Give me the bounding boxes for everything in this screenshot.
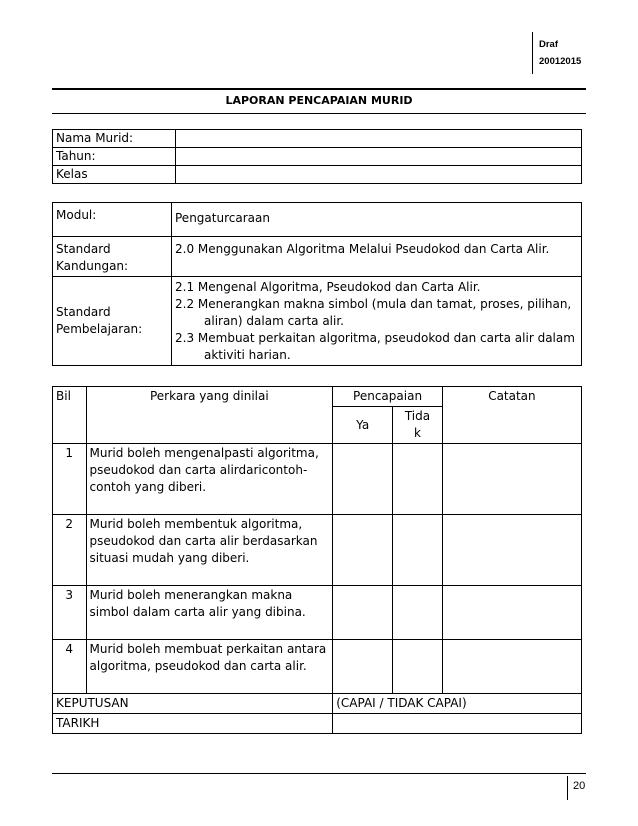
row-tidak-cell[interactable] xyxy=(393,586,443,640)
standard-pembelajaran-label xyxy=(53,277,172,366)
module-table xyxy=(52,202,582,366)
row-text: Murid boleh menerangkan makna simbol dalam carta alir yang dibina. xyxy=(86,586,333,640)
title-rule-top xyxy=(52,88,586,90)
row-catatan-cell[interactable] xyxy=(442,640,581,694)
nama-field[interactable] xyxy=(176,130,582,148)
tarikh-label: TARIKH xyxy=(53,714,333,734)
kelas-field[interactable] xyxy=(176,166,582,184)
row-bil: 2 xyxy=(53,515,87,586)
sp-item-2: 2.2 Menerangkan makna simbol (mula dan tamat, proses, pilihan, aliran) dalam carta alir. xyxy=(175,297,572,328)
table-row xyxy=(53,444,582,515)
row-ya-cell[interactable] xyxy=(333,515,393,586)
draft-box xyxy=(532,32,588,74)
standard-kandungan-value xyxy=(172,237,582,277)
row-text: Murid boleh mengenalpasti algoritma, pseudokod dan carta alirdaricontoh-contoh yang diberi. xyxy=(86,444,333,515)
title-rule-bottom xyxy=(52,113,586,114)
kelas-label: Kelas xyxy=(53,166,176,184)
row-tidak-cell[interactable] xyxy=(393,515,443,586)
row-tidak-cell[interactable] xyxy=(393,640,443,694)
draft-date: 20012015 xyxy=(539,56,582,67)
row-bil: 3 xyxy=(53,586,87,640)
sp-item-3: 2.3 Membuat perkaitan algoritma, pseudokod dan carta alir dalam aktiviti harian. xyxy=(175,331,575,362)
row-ya-cell[interactable] xyxy=(333,444,393,515)
sk-label-line1: Standard xyxy=(56,242,111,256)
keputusan-label: KEPUTUSAN xyxy=(53,694,333,714)
table-row xyxy=(53,640,582,694)
modul-value: Pengaturcaraan xyxy=(172,203,582,237)
col-pencapaian-header: Pencapaian xyxy=(333,387,443,407)
nama-label: Nama Murid: xyxy=(53,130,176,148)
row-bil: 4 xyxy=(53,640,87,694)
footer-rule xyxy=(52,773,586,774)
sp-label-line1: Standard xyxy=(56,305,111,319)
sp-label-line2: Pembelajaran: xyxy=(56,322,143,336)
col-ya-header: Ya xyxy=(333,407,393,444)
col-tidak-header xyxy=(393,407,443,444)
row-text: Murid boleh membuat perkaitan antara algoritma, pseudokod dan carta alir. xyxy=(86,640,333,694)
page-title: LAPORAN PENCAPAIAN MURID xyxy=(225,94,413,107)
keputusan-value: (CAPAI / TIDAK CAPAI) xyxy=(333,694,582,714)
col-bil-header: Bil xyxy=(53,387,87,444)
col-catatan-header: Catatan xyxy=(442,387,581,444)
tahun-label: Tahun: xyxy=(53,148,176,166)
modul-label: Modul: xyxy=(53,203,172,237)
table-row xyxy=(53,515,582,586)
row-ya-cell[interactable] xyxy=(333,586,393,640)
student-info-table xyxy=(52,129,582,184)
row-bil: 1 xyxy=(53,444,87,515)
sk-item: 2.0 Menggunakan Algoritma Melalui Pseudokod dan Carta Alir. xyxy=(175,242,550,256)
assessment-table xyxy=(52,386,582,734)
row-catatan-cell[interactable] xyxy=(442,515,581,586)
row-tidak-cell[interactable] xyxy=(393,444,443,515)
row-ya-cell[interactable] xyxy=(333,640,393,694)
col-tidak-line2: k xyxy=(414,426,421,440)
page-number: 20 xyxy=(567,776,587,800)
row-catatan-cell[interactable] xyxy=(442,444,581,515)
standard-kandungan-label xyxy=(53,237,172,277)
table-row xyxy=(53,586,582,640)
tahun-field[interactable] xyxy=(176,148,582,166)
sp-item-1: 2.1 Mengenal Algoritma, Pseudokod dan Carta Alir. xyxy=(175,280,481,294)
tarikh-field[interactable] xyxy=(333,714,582,734)
standard-pembelajaran-value xyxy=(172,277,582,366)
col-perkara-header: Perkara yang dinilai xyxy=(86,387,333,444)
draft-label: Draf xyxy=(539,39,559,50)
sk-label-line2: Kandungan: xyxy=(56,259,129,273)
row-catatan-cell[interactable] xyxy=(442,586,581,640)
col-tidak-line1: Tida xyxy=(404,409,431,423)
row-text: Murid boleh membentuk algoritma, pseudokod dan carta alir berdasarkan situasi mudah yang diberi. xyxy=(86,515,333,586)
